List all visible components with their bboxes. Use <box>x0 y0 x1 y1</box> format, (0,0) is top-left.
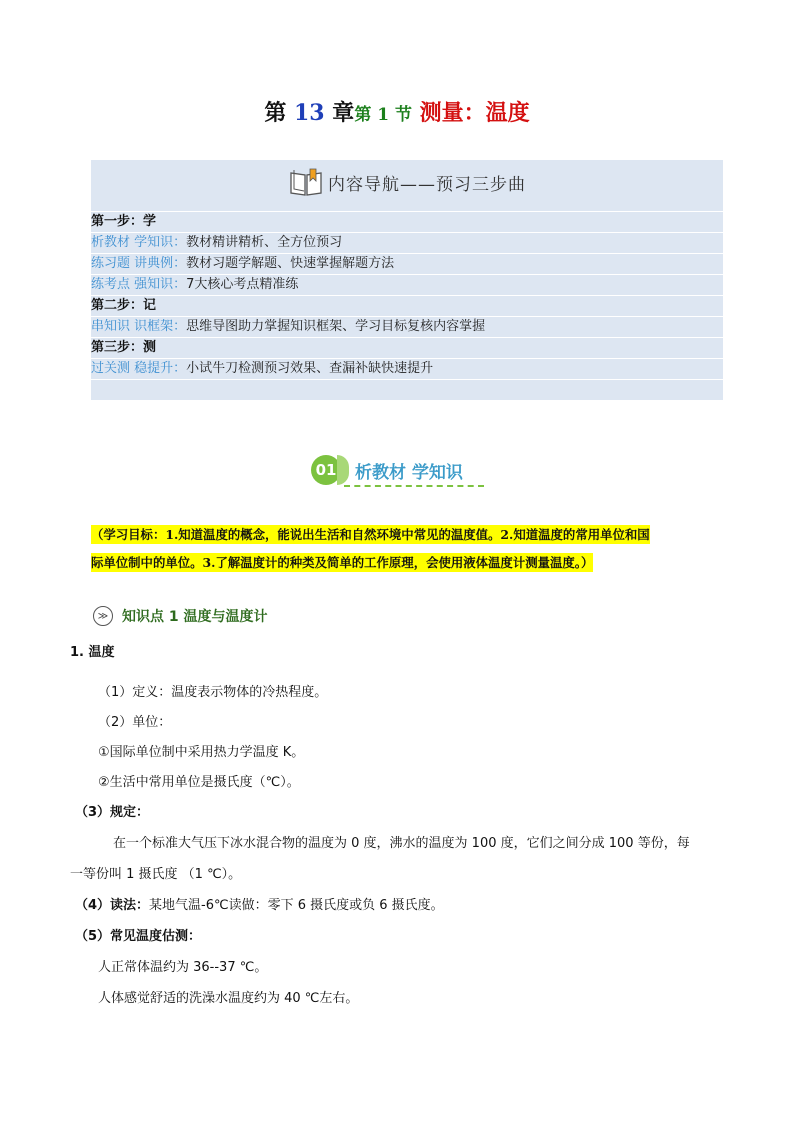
unit-item-1: ①国际单位制中采用热力学温度 K。 <box>98 745 305 760</box>
item-keyword: 串知识 识框架： <box>91 319 187 334</box>
item-description: 小试牛刀检测预习效果、查漏补缺快速提升 <box>186 361 434 376</box>
chapter-number: 13 <box>294 100 325 126</box>
step-label: 第三步：测 <box>91 340 157 355</box>
item-description: 教材习题学解题、快速掌握解题方法 <box>186 256 395 271</box>
title-prefix: 第 <box>264 100 287 126</box>
item-keyword: 过关测 稳提升： <box>91 361 187 376</box>
badge-tail <box>337 455 349 485</box>
topic-label: 测量：温度 <box>419 100 530 126</box>
unit-item-2: ②生活中常用单位是摄氏度（℃）。 <box>98 775 300 790</box>
reading-line <box>75 894 444 913</box>
section-underline <box>344 485 484 487</box>
item-keyword: 练习题 讲典例： <box>91 256 187 271</box>
nav-step-2 <box>91 295 723 316</box>
heading-temperature: 1. 温度 <box>70 645 115 660</box>
section-header <box>311 455 463 485</box>
item-keyword: 练考点 强知识： <box>91 277 187 292</box>
content-navigation-box <box>91 160 723 400</box>
nav-item-2 <box>91 253 723 274</box>
chapter-suffix: 章 <box>332 100 355 126</box>
reading-label: （4）读法： <box>75 898 150 913</box>
nav-item-3 <box>91 274 723 295</box>
unit-heading: （2）单位： <box>98 715 172 730</box>
estimation-heading: （5）常见温度估测： <box>75 929 202 944</box>
nav-item-1 <box>91 232 723 253</box>
double-chevron-icon: ≫ <box>93 606 113 626</box>
learning-goals <box>91 521 723 577</box>
knowledge-point-header <box>93 606 268 626</box>
book-icon <box>288 167 324 197</box>
nav-header <box>91 160 723 204</box>
section-label: 第 1 节 <box>354 105 412 125</box>
item-description: 思维导图助力掌握知识框架、学习目标复核内容掌握 <box>186 319 486 334</box>
item-description: 7大核心考点精准练 <box>186 277 299 292</box>
rule-text-2: 一等份叫 1 摄氏度 （1 ℃）。 <box>70 867 242 882</box>
definition: （1）定义：温度表示物体的冷热程度。 <box>98 685 328 700</box>
page-title <box>0 96 794 127</box>
section-title: 析教材 学知识 <box>355 462 463 483</box>
goals-line-2: 际单位制中的单位。3.了解温度计的种类及简单的工作原理，会使用液体温度计测量温度。） <box>91 555 594 570</box>
nav-heading: 内容导航——预习三步曲 <box>328 174 526 195</box>
nav-step-3 <box>91 337 723 358</box>
item-description: 教材精讲精析、全方位预习 <box>186 235 343 250</box>
rule-heading: （3）规定： <box>75 805 150 820</box>
estimation-item-2: 人体感觉舒适的洗澡水温度约为 40 ℃左右。 <box>98 991 359 1006</box>
nav-step-1 <box>91 211 723 232</box>
estimation-item-1: 人正常体温约为 36--37 ℃。 <box>98 960 268 975</box>
goals-line-1: （学习目标：1.知道温度的概念，能说出生活和自然环境中常见的温度值。2.知道温度的常用单位和国 <box>91 527 650 542</box>
section-number-badge: 01 <box>311 455 341 485</box>
rule-text-1: 在一个标准大气压下冰水混合物的温度为 0 度，沸水的温度为 100 度，它们之间分成 100 等份，每 <box>113 836 690 851</box>
nav-item-5 <box>91 358 723 379</box>
step-label: 第二步：记 <box>91 298 157 313</box>
nav-item-4 <box>91 316 723 337</box>
knowledge-point-title: 知识点 1 温度与温度计 <box>122 609 268 625</box>
step-label: 第一步：学 <box>91 214 157 229</box>
reading-text: 某地气温-6℃读做：零下 6 摄氏度或负 6 摄氏度。 <box>149 898 444 913</box>
item-keyword: 析教材 学知识： <box>91 235 187 250</box>
nav-blank-row <box>91 379 723 400</box>
